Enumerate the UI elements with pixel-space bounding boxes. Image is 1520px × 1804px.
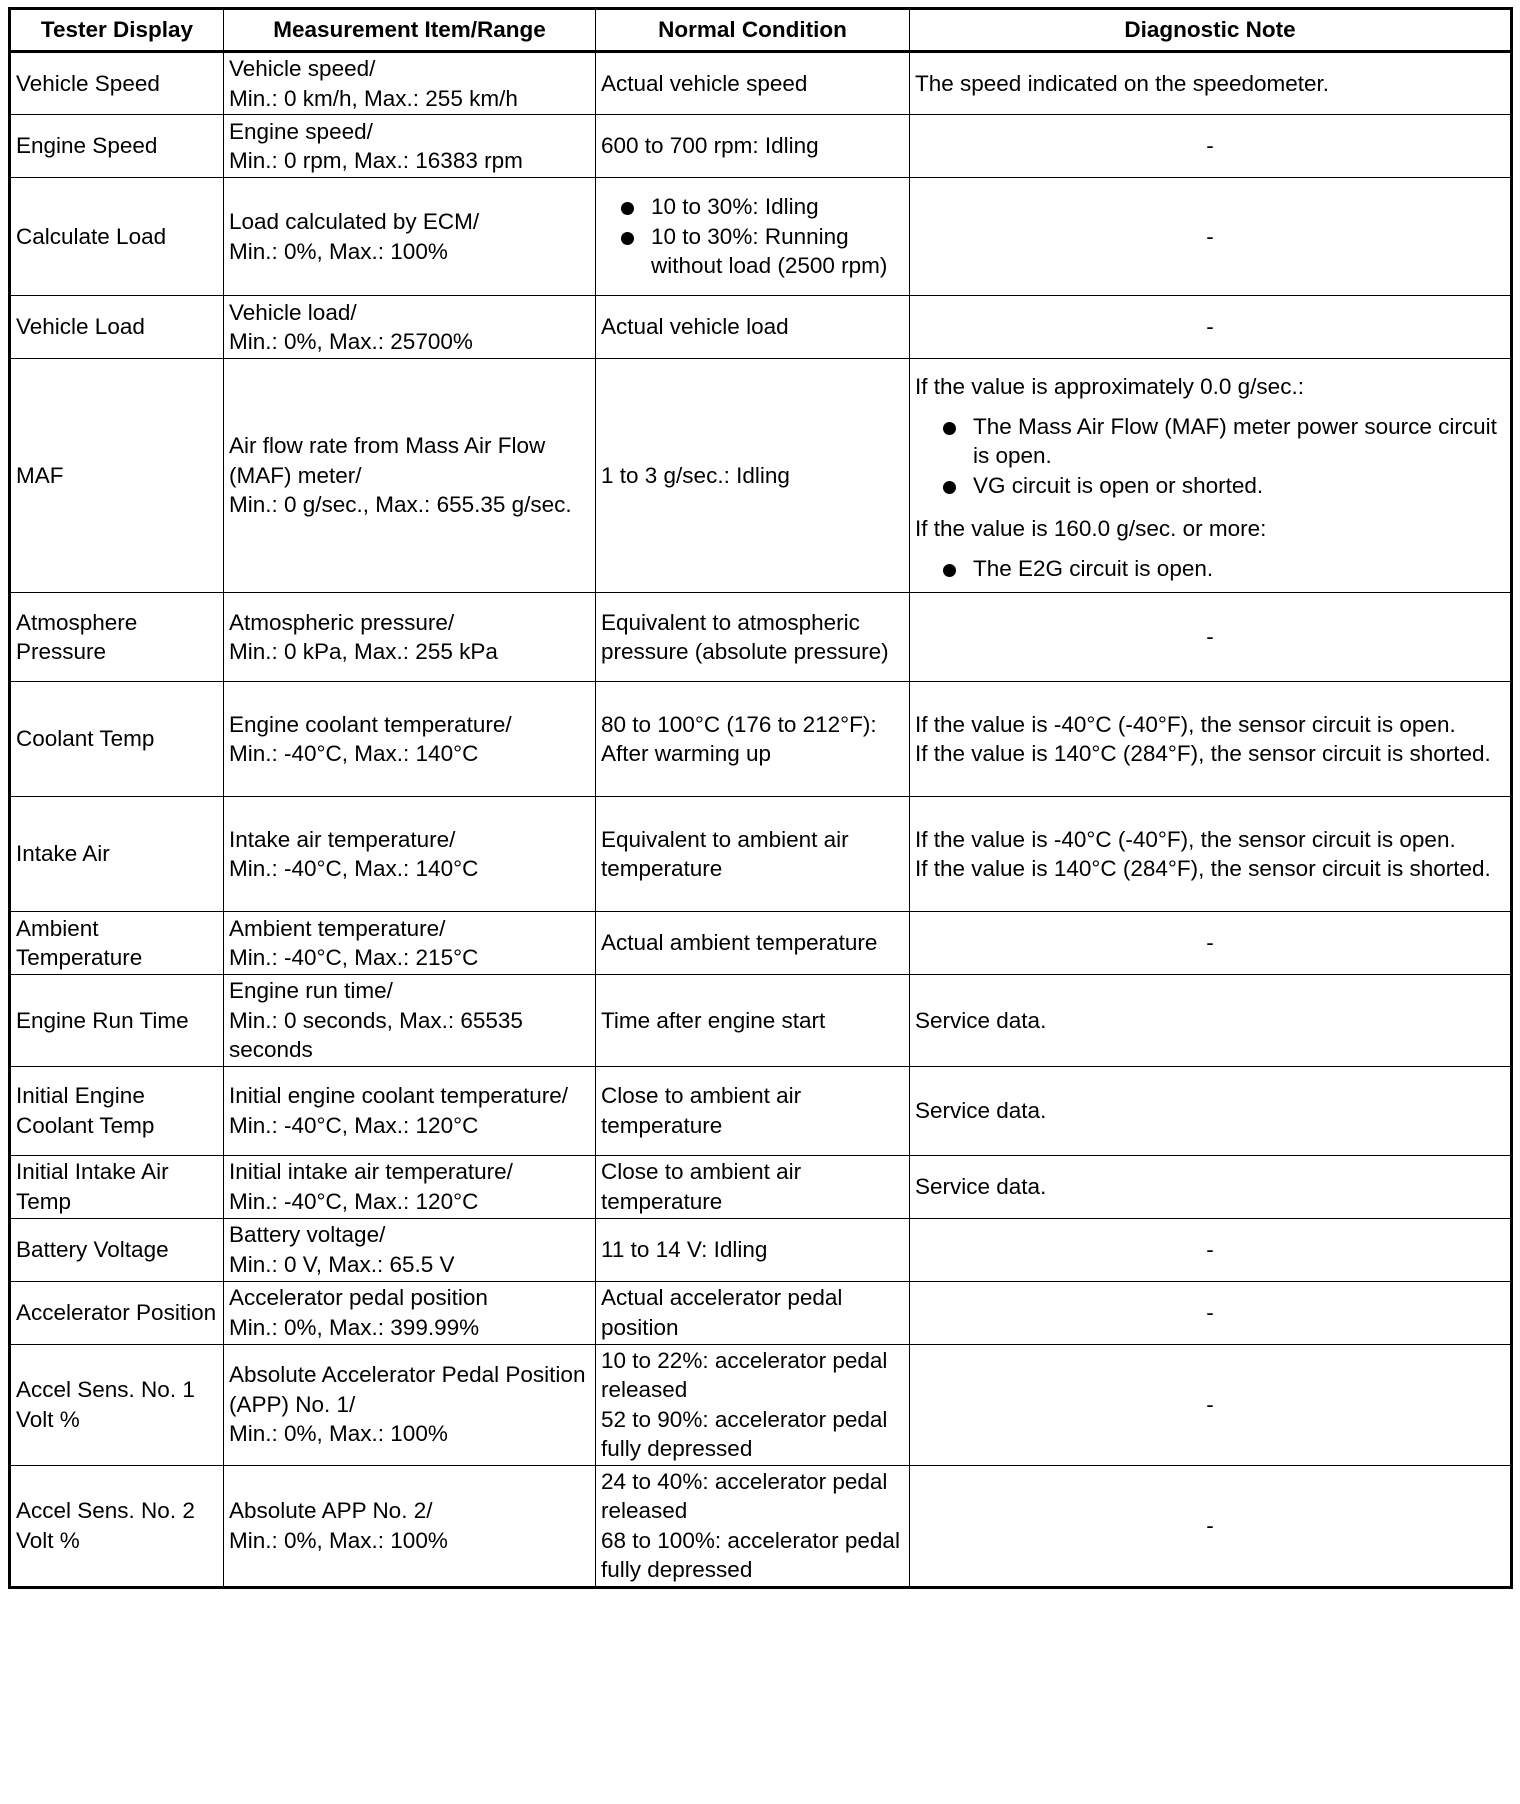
header-measurement-item: Measurement Item/Range	[224, 9, 596, 52]
diagnostic-note-cell: -	[910, 1218, 1512, 1281]
table-row	[10, 912, 1512, 975]
tester-display-cell: Coolant Temp	[10, 682, 224, 797]
table-row	[10, 593, 1512, 682]
diagnostic-note-cell: -	[910, 1281, 1512, 1344]
note-paragraph: If the value is approximately 0.0 g/sec.:	[915, 374, 1304, 399]
normal-condition-cell: Actual vehicle load	[596, 296, 910, 359]
tester-display-cell: Calculate Load	[10, 178, 224, 296]
table-row	[10, 359, 1512, 593]
measurement-cell: Ambient temperature/ Min.: -40°C, Max.: 215°C	[224, 912, 596, 975]
measurement-cell: Engine coolant temperature/ Min.: -40°C, Max.: 140°C	[224, 682, 596, 797]
data-list-table	[8, 7, 1513, 1589]
table-row	[10, 1066, 1512, 1155]
normal-condition-cell: 24 to 40%: accelerator pedal released 68 to 100%: accelerator pedal fully depressed	[596, 1465, 910, 1587]
normal-condition-cell: Equivalent to ambient air temperature	[596, 797, 910, 912]
normal-condition-cell: 1 to 3 g/sec.: Idling	[596, 359, 910, 593]
normal-condition-cell: Time after engine start	[596, 975, 910, 1067]
normal-condition-cell: Close to ambient air temperature	[596, 1155, 910, 1218]
normal-condition-cell: Equivalent to atmospheric pressure (absolute pressure)	[596, 593, 910, 682]
diagnostic-note-cell: If the value is -40°C (-40°F), the sensor circuit is open. If the value is 140°C (284°F), the sensor circuit is shorted.	[910, 682, 1512, 797]
tester-display-cell: Initial Engine Coolant Temp	[10, 1066, 224, 1155]
measurement-cell: Intake air temperature/ Min.: -40°C, Max.: 140°C	[224, 797, 596, 912]
tester-display-cell: Vehicle Load	[10, 296, 224, 359]
measurement-cell: Absolute APP No. 2/ Min.: 0%, Max.: 100%	[224, 1465, 596, 1587]
diagnostic-note-cell: Service data.	[910, 1155, 1512, 1218]
table-row	[10, 296, 1512, 359]
diagnostic-note-cell: -	[910, 115, 1512, 178]
header-tester-display: Tester Display	[10, 9, 224, 52]
diagnostic-note-cell: -	[910, 593, 1512, 682]
table-row	[10, 1465, 1512, 1587]
tester-display-cell: Accelerator Position	[10, 1281, 224, 1344]
tester-display-cell: Initial Intake Air Temp	[10, 1155, 224, 1218]
tester-display-cell: Battery Voltage	[10, 1218, 224, 1281]
list-item: 10 to 30%: Running without load (2500 rpm)	[651, 222, 904, 281]
note-list	[915, 554, 1505, 584]
note-list	[915, 412, 1505, 501]
normal-condition-cell	[596, 178, 910, 296]
list-item: The E2G circuit is open.	[973, 554, 1505, 584]
diagnostic-note-cell: -	[910, 912, 1512, 975]
tester-display-cell: Accel Sens. No. 2 Volt %	[10, 1465, 224, 1587]
measurement-cell: Vehicle load/ Min.: 0%, Max.: 25700%	[224, 296, 596, 359]
diagnostic-note-cell	[910, 359, 1512, 593]
tester-display-cell: Atmosphere Pressure	[10, 593, 224, 682]
table-row	[10, 975, 1512, 1067]
diagnostic-note-cell: -	[910, 1344, 1512, 1465]
header-normal-condition: Normal Condition	[596, 9, 910, 52]
measurement-cell: Battery voltage/ Min.: 0 V, Max.: 65.5 V	[224, 1218, 596, 1281]
tester-display-cell: Engine Speed	[10, 115, 224, 178]
diagnostic-note-cell: If the value is -40°C (-40°F), the sensor circuit is open. If the value is 140°C (284°F), the sensor circuit is shorted.	[910, 797, 1512, 912]
normal-condition-cell: Close to ambient air temperature	[596, 1066, 910, 1155]
list-item: 10 to 30%: Idling	[651, 192, 904, 222]
table-row	[10, 1218, 1512, 1281]
table-row	[10, 797, 1512, 912]
measurement-cell: Atmospheric pressure/ Min.: 0 kPa, Max.: 255 kPa	[224, 593, 596, 682]
tester-display-cell: Engine Run Time	[10, 975, 224, 1067]
diagnostic-note-cell: -	[910, 1465, 1512, 1587]
normal-condition-cell: Actual accelerator pedal position	[596, 1281, 910, 1344]
measurement-cell: Load calculated by ECM/ Min.: 0%, Max.: 100%	[224, 178, 596, 296]
table-row	[10, 1281, 1512, 1344]
diagnostic-note-cell: -	[910, 296, 1512, 359]
normal-condition-cell: 11 to 14 V: Idling	[596, 1218, 910, 1281]
measurement-cell: Vehicle speed/ Min.: 0 km/h, Max.: 255 km/h	[224, 52, 596, 115]
table-row	[10, 682, 1512, 797]
list-item: VG circuit is open or shorted.	[973, 471, 1505, 501]
diagnostic-note-cell: -	[910, 178, 1512, 296]
note-paragraph: If the value is 160.0 g/sec. or more:	[915, 516, 1267, 541]
normal-condition-cell: 600 to 700 rpm: Idling	[596, 115, 910, 178]
measurement-cell: Engine run time/ Min.: 0 seconds, Max.: 65535 seconds	[224, 975, 596, 1067]
normal-condition-cell: Actual ambient temperature	[596, 912, 910, 975]
table-row	[10, 52, 1512, 115]
header-diagnostic-note: Diagnostic Note	[910, 9, 1512, 52]
tester-display-cell: MAF	[10, 359, 224, 593]
table-row	[10, 178, 1512, 296]
measurement-cell: Accelerator pedal position Min.: 0%, Max.: 399.99%	[224, 1281, 596, 1344]
tester-display-cell: Ambient Temperature	[10, 912, 224, 975]
tester-display-cell: Vehicle Speed	[10, 52, 224, 115]
normal-condition-cell: Actual vehicle speed	[596, 52, 910, 115]
list-item: The Mass Air Flow (MAF) meter power source circuit is open.	[973, 412, 1505, 471]
normal-condition-list	[601, 192, 904, 281]
normal-condition-cell: 80 to 100°C (176 to 212°F): After warming up	[596, 682, 910, 797]
tester-display-cell: Intake Air	[10, 797, 224, 912]
header-row	[10, 9, 1512, 52]
measurement-cell: Air flow rate from Mass Air Flow (MAF) meter/ Min.: 0 g/sec., Max.: 655.35 g/sec.	[224, 359, 596, 593]
diagnostic-note-cell: Service data.	[910, 975, 1512, 1067]
table-row	[10, 1344, 1512, 1465]
measurement-cell: Initial intake air temperature/ Min.: -40°C, Max.: 120°C	[224, 1155, 596, 1218]
data-list-page	[8, 7, 1510, 1589]
normal-condition-cell: 10 to 22%: accelerator pedal released 52 to 90%: accelerator pedal fully depressed	[596, 1344, 910, 1465]
measurement-cell: Engine speed/ Min.: 0 rpm, Max.: 16383 rpm	[224, 115, 596, 178]
tester-display-cell: Accel Sens. No. 1 Volt %	[10, 1344, 224, 1465]
table-row	[10, 1155, 1512, 1218]
table-row	[10, 115, 1512, 178]
measurement-cell: Initial engine coolant temperature/ Min.: -40°C, Max.: 120°C	[224, 1066, 596, 1155]
diagnostic-note-cell: Service data.	[910, 1066, 1512, 1155]
diagnostic-note-cell: The speed indicated on the speedometer.	[910, 52, 1512, 115]
measurement-cell: Absolute Accelerator Pedal Position (APP) No. 1/ Min.: 0%, Max.: 100%	[224, 1344, 596, 1465]
